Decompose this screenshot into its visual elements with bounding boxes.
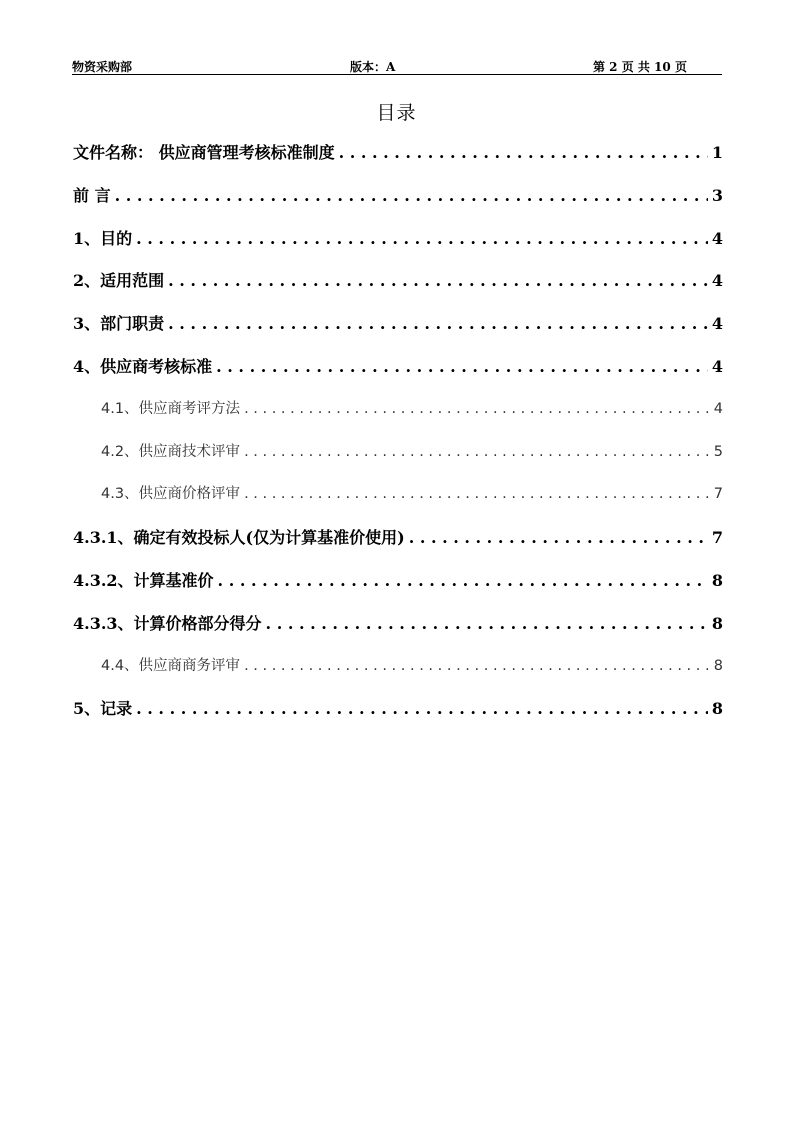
toc-dot-leader [115, 186, 708, 205]
header-department: 物资采购部 [72, 60, 133, 74]
toc-entry[interactable] [73, 183, 723, 213]
toc-entry-text: 4、供应商考核标准 [73, 357, 213, 376]
toc-page-number: 8 [711, 699, 723, 719]
toc-entry-text: 4.4、供应商商务评审 [101, 657, 241, 674]
toc-page-number: 5 [713, 443, 723, 460]
toc-entry-text: 前 言 [73, 185, 111, 205]
toc-entry[interactable] [73, 440, 723, 470]
toc-dot-leader [244, 658, 709, 674]
toc-dot-leader [136, 229, 708, 248]
toc-entry-text: 4.3、供应商价格评审 [101, 486, 241, 503]
toc-page-number: 8 [711, 613, 723, 633]
toc-page-number: 7 [711, 528, 723, 548]
toc-page-number: 4 [711, 357, 723, 376]
toc-dot-leader [339, 143, 708, 162]
toc-page-number: 8 [711, 571, 723, 590]
toc-entry[interactable] [73, 611, 723, 641]
toc-title: 目录 [376, 102, 417, 124]
toc-entry-text: 4.3.1、确定有效投标人(仅为计算基准价使用) [73, 528, 405, 548]
toc-page-number: 4 [713, 400, 723, 417]
toc-page-number: 8 [713, 657, 723, 674]
toc-entry[interactable] [73, 482, 723, 512]
toc-dot-leader [244, 401, 709, 417]
toc-page-number: 7 [713, 486, 723, 503]
toc-dot-leader [244, 444, 709, 460]
toc-page-number: 4 [711, 314, 723, 334]
toc-dot-leader [136, 699, 708, 718]
toc-entry-text: 4.3.2、计算基准价 [73, 571, 214, 590]
toc-entry[interactable] [73, 226, 723, 256]
toc-entry[interactable] [73, 568, 723, 598]
toc-dot-leader [168, 271, 708, 290]
toc-dot-leader [216, 357, 708, 376]
toc-entry-text: 4.3.3、计算价格部分得分 [73, 613, 262, 633]
toc-page-number: 4 [711, 271, 723, 291]
toc-entry[interactable] [73, 525, 723, 555]
header-page-info: 第 2 页 共 10 页 [593, 60, 687, 74]
toc-page-number: 4 [711, 228, 723, 248]
toc-dot-leader [168, 314, 708, 333]
toc-entry-text: 4.2、供应商技术评审 [101, 443, 241, 460]
header-version: 版本：A [350, 60, 396, 74]
toc-entry[interactable] [73, 654, 723, 684]
toc-entry-text: 4.1、供应商考评方法 [101, 400, 241, 417]
page-header [72, 58, 722, 75]
toc-entry[interactable] [73, 140, 723, 170]
toc-page-number: 3 [711, 185, 723, 205]
toc-entry-text: 5、记录 [73, 699, 133, 719]
toc-dot-leader [218, 571, 708, 590]
toc-entry[interactable] [73, 354, 723, 384]
toc-page-number: 1 [711, 143, 723, 162]
toc-entry-text: 1、目的 [73, 228, 133, 248]
toc-entry-text: 2、适用范围 [73, 271, 165, 291]
toc-entry-text: 3、部门职责 [73, 314, 165, 334]
toc-entry[interactable] [73, 397, 723, 427]
toc-dot-leader [244, 486, 709, 502]
toc-dot-leader [409, 528, 708, 547]
toc-dot-leader [266, 614, 708, 633]
toc-entry[interactable] [73, 696, 723, 726]
toc-entry[interactable] [73, 268, 723, 298]
toc-entry[interactable] [73, 311, 723, 341]
toc-entry-text: 文件名称： 供应商管理考核标准制度 [73, 143, 335, 162]
